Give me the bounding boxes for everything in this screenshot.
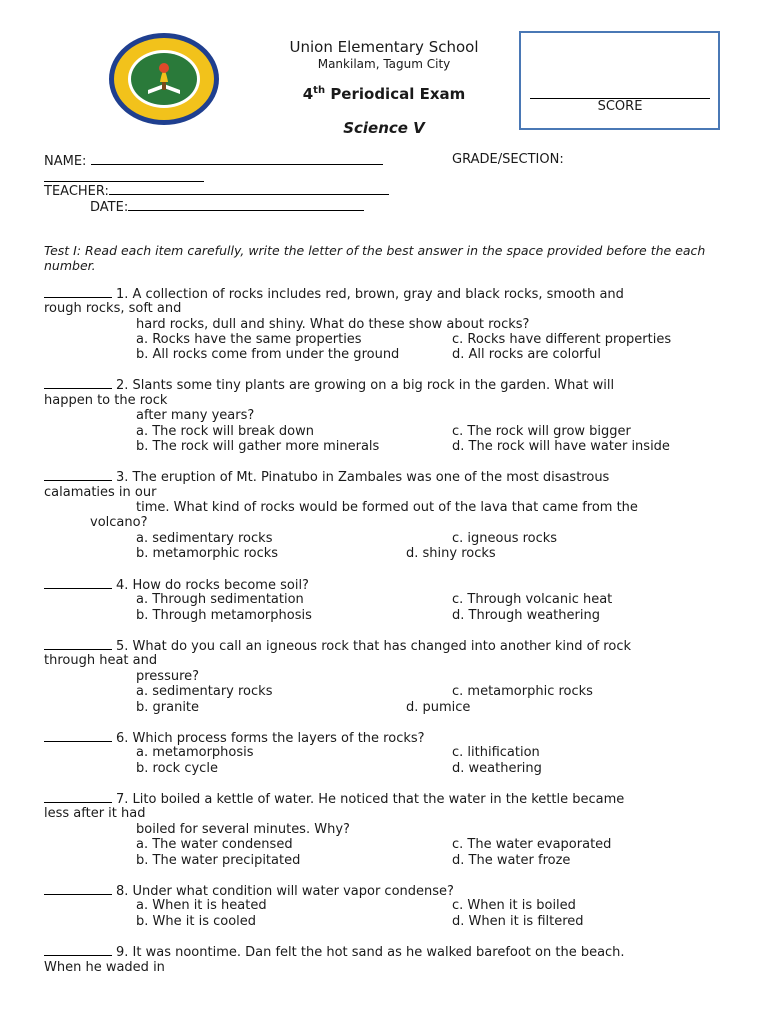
question-text: 2. Slants some tiny plants are growing on a big rock in the garden. What will xyxy=(116,378,615,393)
teacher-label: TEACHER: xyxy=(44,184,109,199)
question-text: 9. It was noontime. Dan felt the hot sand as he walked barefoot on the beach. xyxy=(116,945,625,960)
question-text-cont: calamaties in our xyxy=(44,485,157,500)
question-text-cont: pressure? xyxy=(136,669,200,684)
choice-d: d. The water froze xyxy=(452,853,571,868)
school-name: Union Elementary School xyxy=(289,38,479,56)
choice-b: b. The water precipitated xyxy=(136,853,301,868)
choice-d: d. shiny rocks xyxy=(406,546,496,561)
question-text: 6. Which process forms the layers of the rocks? xyxy=(116,731,425,746)
score-box xyxy=(519,31,720,130)
question-3 xyxy=(44,469,609,485)
choice-a: a. The rock will break down xyxy=(136,424,314,439)
question-text: 8. Under what condition will water vapor condense? xyxy=(116,884,454,899)
answer-blank[interactable] xyxy=(44,883,112,895)
answer-blank[interactable] xyxy=(44,730,112,742)
question-text-cont: boiled for several minutes. Why? xyxy=(136,822,350,837)
question-6 xyxy=(44,730,425,746)
choice-d: d. All rocks are colorful xyxy=(452,347,601,362)
choice-d: d. pumice xyxy=(406,700,471,715)
choice-c: c. Rocks have different properties xyxy=(452,332,672,347)
question-text-cont: after many years? xyxy=(136,408,255,423)
date-field xyxy=(90,198,364,215)
choice-b: b. metamorphic rocks xyxy=(136,546,279,561)
choice-b: b. rock cycle xyxy=(136,761,218,776)
choice-c: c. lithification xyxy=(452,745,540,760)
choice-a: a. When it is heated xyxy=(136,898,267,913)
choice-c: c. Through volcanic heat xyxy=(452,592,613,607)
question-text-cont: volcano? xyxy=(90,515,148,530)
school-logo xyxy=(108,32,220,126)
date-label: DATE: xyxy=(90,200,129,215)
choice-d: d. Through weathering xyxy=(452,608,600,623)
choice-b: b. Through metamorphosis xyxy=(136,608,312,623)
question-text: 4. How do rocks become soil? xyxy=(116,578,309,593)
question-4 xyxy=(44,577,309,593)
name-field xyxy=(44,152,383,169)
grade-field xyxy=(452,152,564,167)
choice-b: b. granite xyxy=(136,700,200,715)
exam-title xyxy=(244,85,524,103)
teacher-blank[interactable] xyxy=(109,182,389,195)
question-8 xyxy=(44,883,454,899)
question-9 xyxy=(44,944,625,960)
choice-a: a. The water condensed xyxy=(136,837,293,852)
answer-blank[interactable] xyxy=(44,286,112,298)
instructions: Test I: Read each item carefully, write the letter of the best answer in the space provided before the each number. xyxy=(44,243,706,273)
question-text: 3. The eruption of Mt. Pinatubo in Zambales was one of the most disastrous xyxy=(116,470,610,485)
choice-c: c. igneous rocks xyxy=(452,531,558,546)
question-1 xyxy=(44,286,624,302)
school-address: Mankilam, Tagum City xyxy=(317,57,451,71)
answer-blank[interactable] xyxy=(44,638,112,650)
choice-c: c. When it is boiled xyxy=(452,898,576,913)
question-text-cont: happen to the rock xyxy=(44,393,168,408)
choice-c: c. metamorphic rocks xyxy=(452,684,593,699)
name-blank[interactable] xyxy=(91,152,383,165)
choice-d: d. When it is filtered xyxy=(452,914,584,929)
question-text: 7. Lito boiled a kettle of water. He noticed that the water in the kettle became xyxy=(116,792,625,807)
answer-blank[interactable] xyxy=(44,577,112,589)
choice-a: a. Rocks have the same properties xyxy=(136,332,362,347)
question-2 xyxy=(44,377,614,393)
teacher-field xyxy=(44,182,389,199)
choice-a: a. Through sedimentation xyxy=(136,592,304,607)
subject-title: Science V xyxy=(343,119,425,137)
choice-c: c. The water evaporated xyxy=(452,837,612,852)
answer-blank[interactable] xyxy=(44,377,112,389)
score-label: SCORE xyxy=(597,99,643,114)
question-text-cont: through heat and xyxy=(44,653,158,668)
exam-number: 4 xyxy=(302,85,314,103)
grade-label: GRADE/SECTION: xyxy=(452,152,564,167)
answer-blank[interactable] xyxy=(44,944,112,956)
choice-c: c. The rock will grow bigger xyxy=(452,424,631,439)
exam-title-text: Periodical Exam xyxy=(330,85,466,103)
choice-d: d. The rock will have water inside xyxy=(452,439,670,454)
choice-a: a. sedimentary rocks xyxy=(136,531,273,546)
answer-blank[interactable] xyxy=(44,469,112,481)
question-text-cont: When he waded in xyxy=(44,960,165,975)
question-text-cont: time. What kind of rocks would be formed out of the lava that came from the xyxy=(136,500,638,515)
school-seal-icon xyxy=(108,32,220,126)
question-text-cont: rough rocks, soft and xyxy=(44,301,182,316)
choice-a: a. metamorphosis xyxy=(136,745,254,760)
question-text: 5. What do you call an igneous rock that has changed into another kind of rock xyxy=(116,639,631,654)
date-blank[interactable] xyxy=(128,198,364,211)
question-text: 1. A collection of rocks includes red, brown, gray and black rocks, smooth and xyxy=(116,287,624,302)
question-text-cont: hard rocks, dull and shiny. What do these show about rocks? xyxy=(136,317,530,332)
answer-blank[interactable] xyxy=(44,791,112,803)
name-label: NAME: xyxy=(44,154,87,169)
choice-d: d. weathering xyxy=(452,761,542,776)
choice-b: b. Whe it is cooled xyxy=(136,914,257,929)
question-7 xyxy=(44,791,624,807)
exam-suffix: th xyxy=(313,85,326,96)
choice-b: b. All rocks come from under the ground xyxy=(136,347,400,362)
question-5 xyxy=(44,638,631,654)
question-text-cont: less after it had xyxy=(44,806,146,821)
choice-b: b. The rock will gather more minerals xyxy=(136,439,380,454)
choice-a: a. sedimentary rocks xyxy=(136,684,273,699)
